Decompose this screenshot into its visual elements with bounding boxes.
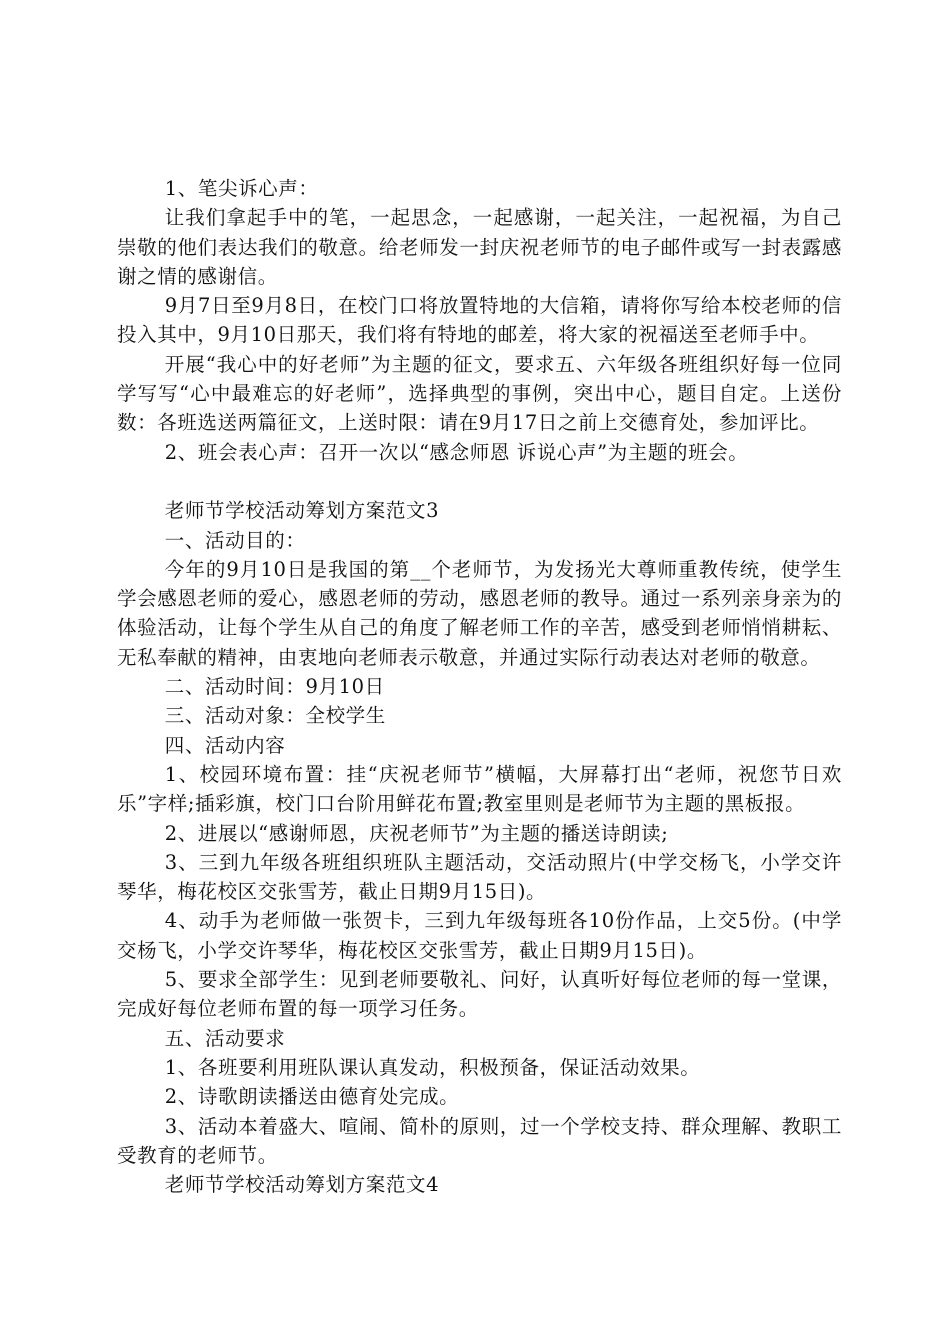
subheading: 五、活动要求 (164, 1026, 286, 1050)
paragraph: 2、诗歌朗读播送由德育处完成。 (164, 1085, 460, 1109)
paragraph: 今年的9月10日是我国的第__个老师节，为发扬光大尊师重教传统，使学生学会感恩老师的爱心，感恩老师的劳动，感恩老师的教导。通过一系列亲身亲为的体验活动，让每个学生从自己的角度了解老师工作的辛苦，感受到老师悄悄耕耘、无私奉献的精神，由衷地向老师表示敬意，并通过实际行动表达对老师的敬意。 (117, 557, 842, 669)
paragraph: 1、各班要利用班队课认真发动，积极预备，保证活动效果。 (164, 1055, 701, 1079)
subheading: 一、活动目的： (164, 528, 306, 552)
paragraph: 2、进展以“感谢师恩，庆祝老师节”为主题的播送诗朗读; (164, 821, 669, 845)
subheading: 四、活动内容 (164, 733, 286, 757)
paragraph: 1、校园环境布置：挂“庆祝老师节”横幅，大屏幕打出“老师，祝您节日欢乐”字样;插彩旗，校门口台阶用鲜花布置;教室里则是老师节为主题的黑板报。 (117, 762, 842, 816)
subheading: 二、活动时间：9月10日 (164, 675, 385, 699)
paragraph: 5、要求全部学生：见到老师要敬礼、问好，认真听好每位老师的每一堂课，完成好每位老师布置的每一项学习任务。 (117, 968, 842, 1021)
subheading: 三、活动对象：全校学生 (164, 704, 386, 728)
paragraph: 3、三到九年级各班组织班队主题活动，交活动照片(中学交杨飞，小学交许琴华，梅花校区交张雪芳，截止日期9月15日)。 (117, 850, 842, 904)
section-heading: 老师节学校活动筹划方案范文4 (164, 1173, 440, 1197)
document-body (117, 174, 842, 1199)
paragraph: 9月7日至9月8日，在校门口将放置特地的大信箱，请将你写给本校老师的信投入其中，9月10日那天，我们将有特地的邮差，将大家的祝福送至老师手中。 (117, 294, 842, 347)
section-heading: 老师节学校活动筹划方案范文3 (164, 499, 440, 523)
paragraph: 2、班会表心声：召开一次以“感念师恩 诉说心声”为主题的班会。 (164, 440, 749, 464)
paragraph: 让我们拿起手中的笔，一起思念，一起感谢，一起关注，一起祝福，为自己崇敬的他们表达我们的敬意。给老师发一封庆祝老师节的电子邮件或写一封表露感谢之情的感谢信。 (117, 206, 842, 288)
paragraph: 开展“我心中的好老师”为主题的征文，要求五、六年级各班组织好每一位同学写写“心中最难忘的好老师”，选择典型的事例，突出中心，题目自定。上送份数：各班选送两篇征文，上送时限：请在9月17日之前上交德育处，参加评比。 (117, 352, 842, 435)
paragraph: 3、活动本着盛大、喧闹、简朴的原则，过一个学校支持、群众理解、教职工受教育的老师节。 (117, 1114, 842, 1167)
paragraph: 1、笔尖诉心声： (164, 177, 319, 200)
paragraph: 4、动手为老师做一张贺卡，三到九年级每班各10份作品，上交5份。(中学交杨飞，小学交许琴华，梅花校区交张雪芳，截止日期9月15日)。 (117, 909, 842, 962)
blank-line (117, 467, 842, 496)
